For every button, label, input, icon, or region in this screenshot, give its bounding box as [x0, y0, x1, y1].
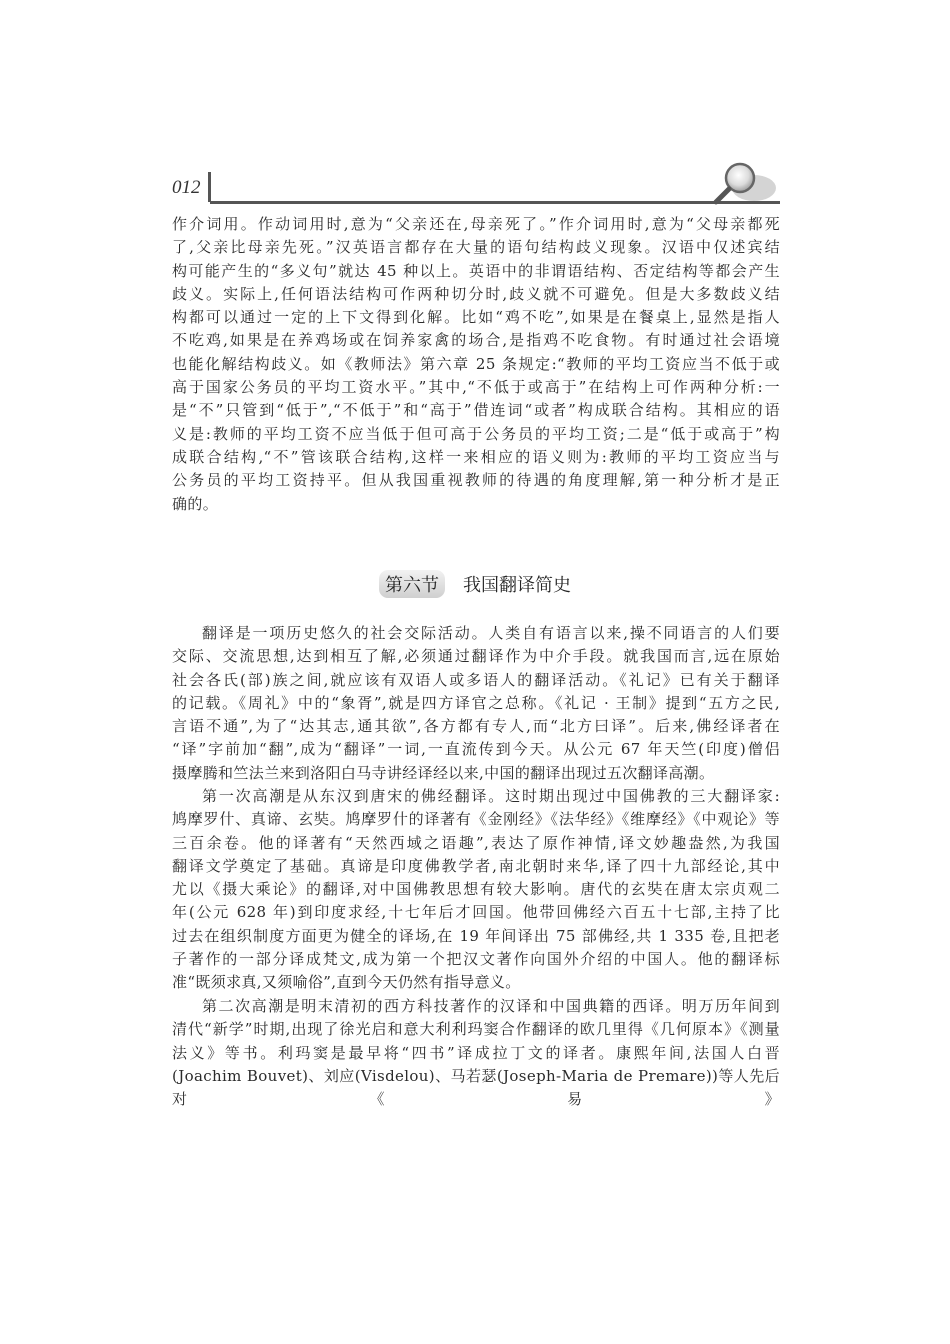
- text-line: 不吃鸡,如果是在养鸡场或在饲养家禽的场合,是指鸡不吃食物。有时通过社会语境: [172, 331, 780, 350]
- paragraph-3: [172, 995, 780, 1111]
- page-number: 012: [172, 177, 201, 198]
- text-line: 第二次高潮是明末清初的西方科技著作的汉译和中国典籍的西译。明万历年间到: [202, 997, 780, 1015]
- text-line: 是“不”只管到“低于”,“不低于”和“高于”借连词“或者”构成联合结构。其相应的语: [172, 401, 780, 420]
- text-line: 作介词用。作动词用时,意为“父亲还在,母亲死了。”作介词用时,意为“父母亲都死: [172, 215, 780, 233]
- section-heading: [0, 570, 950, 598]
- text-line: 过去在组织制度方面更为健全的译场,在 19 年间译出 75 部佛经,共 1 335 卷,且把老: [172, 926, 780, 945]
- text-line: 的记载。《周礼》中的“象胥”,就是四方译官之总称。《礼记 · 王制》提到“五方之民,: [172, 693, 780, 712]
- text-line: 第一次高潮是从东汉到唐宋的佛经翻译。这时期出现过中国佛教的三大翻译家:: [202, 787, 780, 805]
- text-line: 言语不通”,为了“达其志,通其欲”,各方都有专人,而“北方曰译”。后来,佛经译者在: [172, 717, 780, 736]
- continued-paragraph: [172, 213, 780, 516]
- text-line: 三百余卷。他的译著有“天然西域之语趣”,表达了原作神情,译文妙趣盎然,为我国: [172, 833, 780, 852]
- text-line: 了,父亲比母亲先死。”汉英语言都存在大量的语句结构歧义现象。汉语中仅述宾结: [172, 238, 780, 257]
- text-line: 法义》等书。利玛窦是最早将“四书”译成拉丁文的译者。康熙年间,法国人白晋: [172, 1043, 780, 1062]
- section-number: 第六节: [379, 570, 445, 598]
- text-line: (Joachim Bouvet)、刘应(Visdelou)、马若瑟(Joseph-Maria de Premare))等人先后对《易》: [172, 1066, 780, 1109]
- header-rule: [210, 201, 780, 204]
- text-line: 构可能产生的“多义句”就达 45 种以上。英语中的非谓语结构、否定结构等都会产生: [172, 261, 780, 280]
- text-line: 清代“新学”时期,出现了徐光启和意大利利玛窦合作翻译的欧几里得《几何原本》《测量: [172, 1020, 780, 1039]
- text-line: 翻译是一项历史悠久的社会交际活动。人类自有语言以来,操不同语言的人们要: [202, 624, 780, 642]
- text-line: 构都可以通过一定的上下文得到化解。比如“鸡不吃”,如果是在餐桌上,显然是指人: [172, 308, 780, 327]
- text-line: 公务员的平均工资持平。但从我国重视教师的待遇的角度理解,第一种分析才是正: [172, 471, 780, 490]
- text-line: 子著作的一部分译成梵文,成为第一个把汉文著作向国外介绍的中国人。他的翻译标: [172, 950, 780, 969]
- text-line: 鸠摩罗什、真谛、玄奘。鸠摩罗什的译著有《金刚经》《法华经》《维摩经》《中观论》等: [172, 810, 780, 829]
- text-line: “译”字前加“翻”,成为“翻译”一词,一直流传到今天。从公元 67 年天竺(印度)僧侣: [172, 740, 780, 759]
- section-title: 我国翻译简史: [463, 575, 571, 596]
- text-line: 摄摩腾和竺法兰来到洛阳白马寺讲经译经以来,中国的翻译出现过五次翻译高潮。: [172, 763, 715, 782]
- header-vertical-bar: [208, 172, 211, 202]
- text-line: 成联合结构,“不”管该联合结构,这样一来相应的语义则为:教师的平均工资应当与: [172, 447, 780, 466]
- paragraph-2: [172, 785, 780, 995]
- text-line: 年(公元 628 年)到印度求经,十七年后才回国。他带回佛经六百五十七部,主持了比: [172, 903, 780, 922]
- magnifier-icon: [712, 160, 778, 206]
- text-line: 翻译文学奠定了基础。真谛是印度佛教学者,南北朝时来华,译了四十九部经论,其中: [172, 856, 780, 875]
- text-line: 交际、交流思想,达到相互了解,必须通过翻译作为中介手段。就我国而言,远在原始: [172, 647, 780, 666]
- text-line: 高于国家公务员的平均工资水平。”其中,“不低于或高于”在结构上可作两种分析:一: [172, 378, 780, 397]
- page-header: [172, 172, 780, 206]
- text-line: 社会各氏(部)族之间,就应该有双语人或多语人的翻译活动。《礼记》已有关于翻译: [172, 670, 780, 689]
- text-line: 义是:教师的平均工资不应当低于但可高于公务员的平均工资;二是“低于或高于”构: [172, 424, 780, 443]
- text-line: 准“既须求真,又须喻俗”,直到今天仍然有指导意义。: [172, 973, 521, 992]
- paragraph-1: [172, 622, 780, 785]
- text-line: 确的。: [172, 494, 219, 513]
- text-line: 歧义。实际上,任何语法结构可作两种切分时,歧义就不可避免。但是大多数歧义结: [172, 284, 780, 303]
- text-line: 也能化解结构歧义。如《教师法》第六章 25 条规定:“教师的平均工资应当不低于或: [172, 354, 780, 373]
- text-line: 尤以《摄大乘论》的翻译,对中国佛教思想有较大影响。唐代的玄奘在唐太宗贞观二: [172, 880, 780, 899]
